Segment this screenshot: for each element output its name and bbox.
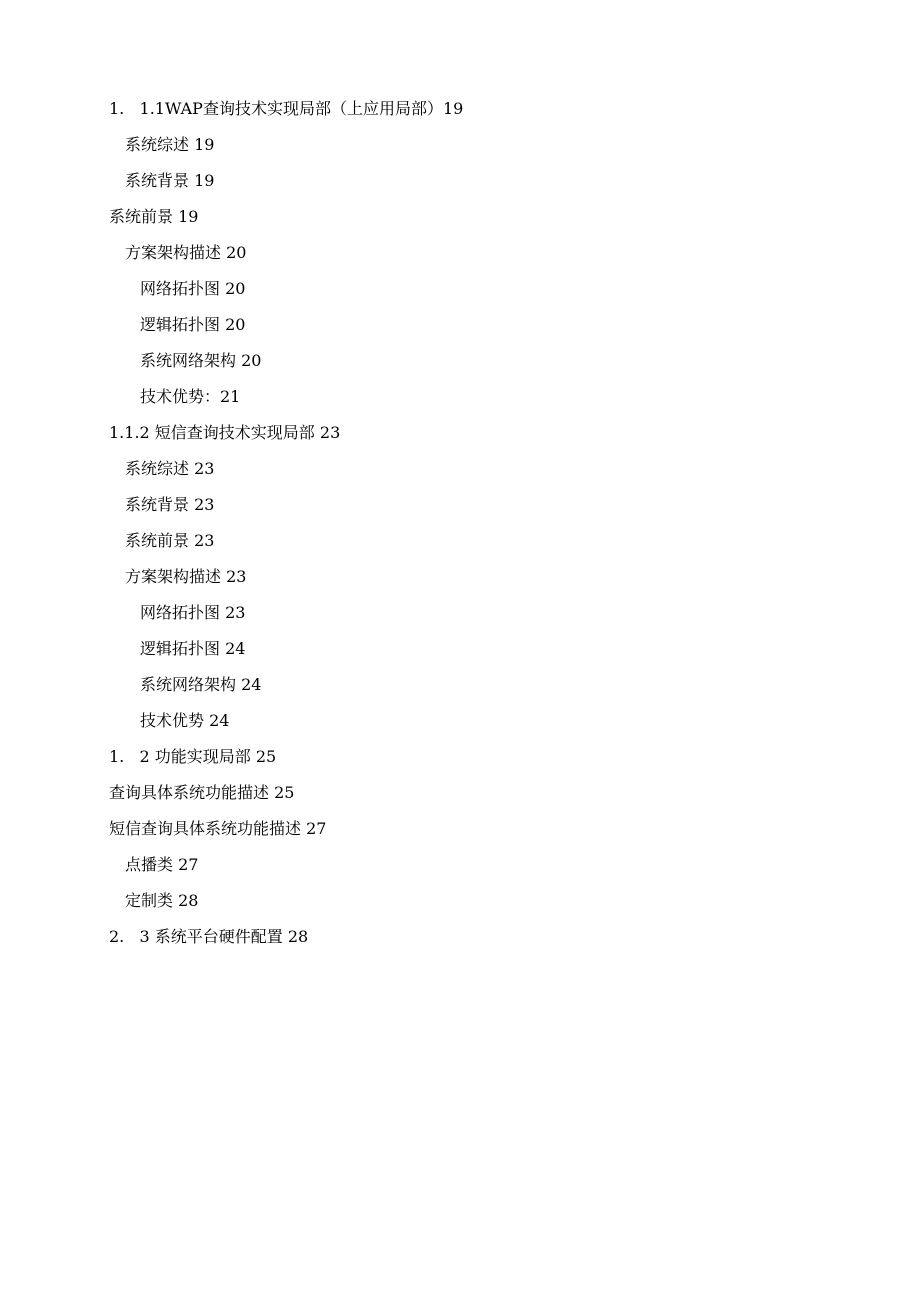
toc-entry-1-1-wap[interactable]: 1. 1.1WAP查询技术实现局部（上应用局部）19 — [109, 99, 464, 118]
toc-entry-sms-network-architecture[interactable]: 系统网络架构 24 — [140, 675, 262, 694]
toc-entry-2-3-hardware[interactable]: 2. 3 系统平台硬件配置 28 — [109, 927, 309, 946]
toc-entry-system-background[interactable]: 系统背景 19 — [125, 171, 215, 190]
toc-entry-query-function-description[interactable]: 查询具体系统功能描述 25 — [109, 783, 295, 802]
toc-entry-subscription[interactable]: 定制类 28 — [125, 891, 199, 910]
toc-entry-sms-function-description[interactable]: 短信查询具体系统功能描述 27 — [109, 819, 327, 838]
toc-entry-system-prospects[interactable]: 系统前景 19 — [109, 207, 199, 226]
table-of-contents — [109, 97, 869, 961]
toc-entry-technical-advantages[interactable]: 技术优势：21 — [140, 387, 241, 406]
toc-entry-sms-technical-advantages[interactable]: 技术优势 24 — [140, 711, 230, 730]
toc-entry-network-topology[interactable]: 网络拓扑图 20 — [140, 279, 246, 298]
toc-entry-network-architecture[interactable]: 系统网络架构 20 — [140, 351, 262, 370]
toc-entry-on-demand[interactable]: 点播类 27 — [125, 855, 199, 874]
toc-entry-sms-network-topology[interactable]: 网络拓扑图 23 — [140, 603, 246, 622]
toc-entry-sms-system-prospects[interactable]: 系统前景 23 — [125, 531, 215, 550]
toc-entry-system-overview[interactable]: 系统综述 19 — [125, 135, 215, 154]
toc-entry-sms-logical-topology[interactable]: 逻辑拓扑图 24 — [140, 639, 246, 658]
toc-entry-sms-system-background[interactable]: 系统背景 23 — [125, 495, 215, 514]
toc-entry-1-2-function[interactable]: 1. 2 功能实现局部 25 — [109, 747, 277, 766]
toc-entry-sms-architecture-description[interactable]: 方案架构描述 23 — [125, 567, 247, 586]
toc-entry-architecture-description[interactable]: 方案架构描述 20 — [125, 243, 247, 262]
toc-entry-logical-topology[interactable]: 逻辑拓扑图 20 — [140, 315, 246, 334]
toc-entry-1-1-2-sms[interactable]: 1.1.2 短信查询技术实现局部 23 — [109, 423, 341, 442]
toc-entry-sms-system-overview[interactable]: 系统综述 23 — [125, 459, 215, 478]
